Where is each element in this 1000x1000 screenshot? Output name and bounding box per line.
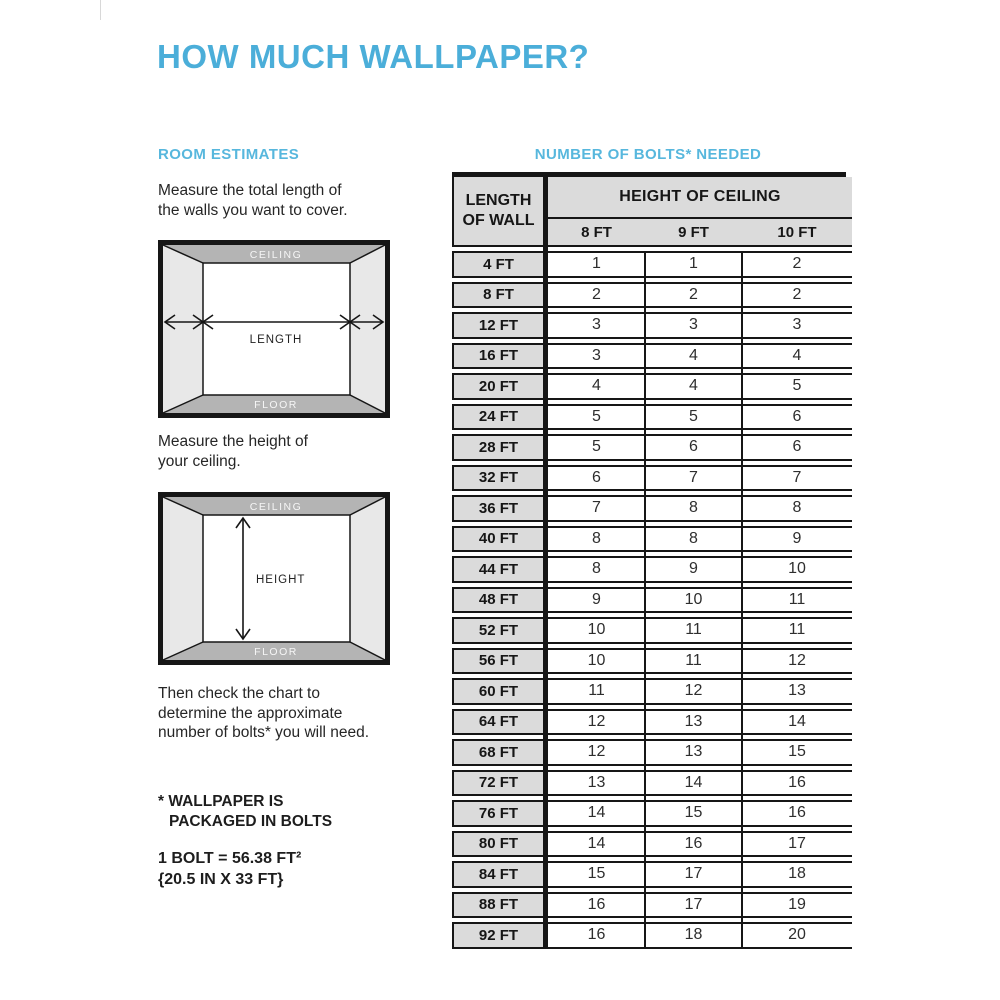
row-label-wall-length: 16 FT: [452, 343, 543, 370]
bolts-value-10ft: 13: [788, 682, 806, 700]
diagram2-ceiling-label: CEILING: [249, 501, 303, 513]
height-of-ceiling-header-group: [548, 177, 852, 247]
diagram1-floor-label: FLOOR: [254, 399, 298, 411]
bolts-value-9ft: 15: [684, 804, 703, 822]
bolts-value-9ft: 4: [689, 346, 698, 364]
row-label-wall-length: 28 FT: [452, 434, 543, 461]
row-label-wall-length: 12 FT: [452, 312, 543, 339]
table-row: [452, 617, 852, 644]
bolts-value-9ft: 9: [689, 560, 698, 578]
bolts-value-9ft: 8: [689, 529, 698, 547]
bolts-value-10ft: 4: [792, 346, 802, 364]
bolts-value-8ft: 7: [592, 499, 601, 517]
bolts-value-10ft: 8: [792, 499, 802, 517]
room-height-diagram: [158, 492, 390, 665]
column-header-9ft: 9 FT: [678, 223, 709, 241]
table-row: [452, 373, 852, 400]
bolts-value-9ft: 13: [684, 712, 703, 730]
bolts-value-8ft: 3: [592, 346, 601, 364]
row-label-wall-length: 36 FT: [452, 495, 543, 522]
room-length-diagram: [158, 240, 390, 418]
bolts-value-10ft: 20: [788, 926, 806, 944]
bolts-value-10ft: 11: [788, 590, 806, 608]
row-label-wall-length: 60 FT: [452, 678, 543, 705]
table-row: [452, 251, 852, 278]
row-label-wall-length: 56 FT: [452, 648, 543, 675]
row-label-wall-length: 84 FT: [452, 861, 543, 888]
bolts-value-8ft: 8: [592, 560, 601, 578]
bolts-value-8ft: 12: [587, 712, 606, 730]
bolts-value-9ft: 11: [685, 621, 702, 639]
bolts-value-8ft: 8: [592, 529, 601, 547]
bolts-value-10ft: 11: [788, 621, 806, 639]
bolts-table: [452, 172, 852, 949]
row-label-wall-length: 52 FT: [452, 617, 543, 644]
row-label-wall-length: 20 FT: [452, 373, 543, 400]
bolts-value-8ft: 14: [587, 804, 606, 822]
bolts-value-8ft: 4: [592, 377, 601, 395]
table-row: [452, 343, 852, 370]
column-header-length-of-wall: LENGTH OF WALL: [452, 177, 543, 247]
bolts-value-9ft: 17: [684, 895, 703, 913]
group-header-height-of-ceiling: HEIGHT OF CEILING: [548, 177, 852, 219]
bolts-value-10ft: 3: [792, 316, 802, 334]
row-label-wall-length: 40 FT: [452, 526, 543, 553]
table-row: [452, 709, 852, 736]
table-row: [452, 465, 852, 492]
bolt-size-info: 1 BOLT = 56.38 FT² {20.5 IN X 33 FT}: [158, 850, 302, 888]
table-row: [452, 282, 852, 309]
row-label-wall-length: 72 FT: [452, 770, 543, 797]
row-label-wall-length: 4 FT: [452, 251, 543, 278]
row-label-wall-length: 92 FT: [452, 922, 543, 949]
bolts-needed-section: [452, 146, 852, 956]
bolts-value-8ft: 1: [592, 255, 601, 273]
step2-instruction: Measure the height of your ceiling.: [158, 433, 308, 470]
table-header: [452, 177, 852, 247]
bolts-footnote: * WALLPAPER IS PACKAGED IN BOLTS: [158, 793, 333, 830]
table-row: [452, 587, 852, 614]
bolts-value-8ft: 3: [592, 316, 601, 334]
bolts-value-9ft: 12: [684, 682, 703, 700]
bolts-value-8ft: 6: [592, 468, 601, 486]
bolts-value-9ft: 6: [689, 438, 698, 456]
table-row: [452, 312, 852, 339]
bolts-value-9ft: 4: [689, 377, 698, 395]
right-wall-surface: [350, 497, 385, 660]
table-row: [452, 770, 852, 797]
scan-artifact-line: [100, 0, 101, 20]
bolts-value-8ft: 5: [592, 438, 601, 456]
row-label-wall-length: 24 FT: [452, 404, 543, 431]
table-row: [452, 922, 852, 949]
bolts-value-10ft: 9: [792, 529, 802, 547]
table-row: [452, 495, 852, 522]
column-header-8ft: 8 FT: [581, 223, 612, 241]
bolts-value-10ft: 16: [788, 804, 806, 822]
back-wall: [203, 263, 350, 395]
column-separator-2: [741, 251, 743, 949]
bolts-value-9ft: 5: [689, 407, 698, 425]
section-title: ROOM ESTIMATES: [158, 146, 300, 163]
bolts-value-8ft: 10: [587, 651, 606, 669]
ceiling-height-subheaders: [548, 219, 852, 247]
left-wall-surface: [163, 245, 203, 413]
bolts-value-10ft: 6: [792, 407, 802, 425]
left-wall-surface: [163, 497, 203, 660]
table-title: NUMBER OF BOLTS* NEEDED: [534, 146, 762, 163]
row-label-wall-length: 80 FT: [452, 831, 543, 858]
bolts-value-8ft: 10: [587, 621, 606, 639]
table-row: [452, 526, 852, 553]
diagram2-height-label: HEIGHT: [256, 574, 306, 586]
bolts-value-10ft: 7: [792, 468, 802, 486]
diagram1-ceiling-label: CEILING: [249, 249, 303, 261]
right-wall-surface: [350, 245, 385, 413]
table-row: [452, 739, 852, 766]
bolts-value-9ft: 16: [684, 834, 703, 852]
diagram1-length-label: LENGTH: [249, 334, 303, 346]
bolts-value-8ft: 2: [592, 285, 601, 303]
bolts-value-9ft: 10: [684, 590, 703, 608]
column-header-10ft: 10 FT: [777, 223, 817, 241]
bolts-value-10ft: 15: [788, 743, 806, 761]
bolts-value-10ft: 2: [792, 285, 802, 303]
bolts-value-8ft: 12: [587, 743, 606, 761]
step1-instruction: Measure the total length of the walls you want to cover.: [158, 182, 348, 219]
column-separator-1: [644, 251, 646, 949]
bolts-value-10ft: 19: [788, 895, 806, 913]
row-label-wall-length: 88 FT: [452, 892, 543, 919]
bolts-value-8ft: 14: [587, 834, 606, 852]
bolts-value-8ft: 9: [592, 590, 601, 608]
table-row: [452, 831, 852, 858]
table-row: [452, 404, 852, 431]
row-label-wall-length: 44 FT: [452, 556, 543, 583]
row-label-wall-length: 76 FT: [452, 800, 543, 827]
bolts-value-9ft: 14: [684, 773, 703, 791]
bolts-value-10ft: 2: [792, 255, 802, 273]
row-label-wall-length: 48 FT: [452, 587, 543, 614]
table-row: [452, 648, 852, 675]
row-label-wall-length: 64 FT: [452, 709, 543, 736]
table-row: [452, 892, 852, 919]
page-title: HOW MUCH WALLPAPER?: [157, 38, 590, 75]
bolts-value-8ft: 16: [587, 926, 606, 944]
bolts-value-10ft: 10: [788, 560, 806, 578]
bolts-value-10ft: 5: [792, 377, 802, 395]
bolts-value-8ft: 15: [587, 865, 606, 883]
bolts-value-9ft: 3: [689, 316, 698, 334]
bolts-value-9ft: 11: [685, 651, 702, 669]
row-label-wall-length: 68 FT: [452, 739, 543, 766]
bolts-value-9ft: 2: [689, 285, 698, 303]
bolts-value-9ft: 13: [684, 743, 703, 761]
bolts-value-10ft: 18: [788, 865, 806, 883]
room-estimates-section: [158, 146, 458, 956]
diagram2-floor-label: FLOOR: [254, 646, 298, 658]
bolts-value-8ft: 5: [592, 407, 601, 425]
table-divider-bar: [543, 177, 548, 949]
bolts-value-10ft: 6: [792, 438, 802, 456]
row-label-wall-length: 32 FT: [452, 465, 543, 492]
bolts-value-8ft: 11: [588, 682, 605, 700]
step3-instruction: Then check the chart to determine the approximate number of bolts* you will need.: [158, 685, 370, 741]
table-row: [452, 434, 852, 461]
row-label-wall-length: 8 FT: [452, 282, 543, 309]
table-row: [452, 556, 852, 583]
bolts-value-9ft: 18: [684, 926, 703, 944]
bolts-value-10ft: 12: [788, 651, 806, 669]
table-row: [452, 800, 852, 827]
bolts-value-10ft: 16: [788, 773, 806, 791]
table-body: [452, 251, 852, 949]
table-row: [452, 678, 852, 705]
bolts-value-8ft: 16: [587, 895, 606, 913]
bolts-value-9ft: 1: [689, 255, 698, 273]
bolts-value-10ft: 17: [788, 834, 806, 852]
table-row: [452, 861, 852, 888]
bolts-value-9ft: 8: [689, 499, 698, 517]
bolts-value-9ft: 7: [689, 468, 698, 486]
bolts-value-8ft: 13: [587, 773, 606, 791]
bolts-value-9ft: 17: [684, 865, 703, 883]
bolts-value-10ft: 14: [788, 712, 806, 730]
